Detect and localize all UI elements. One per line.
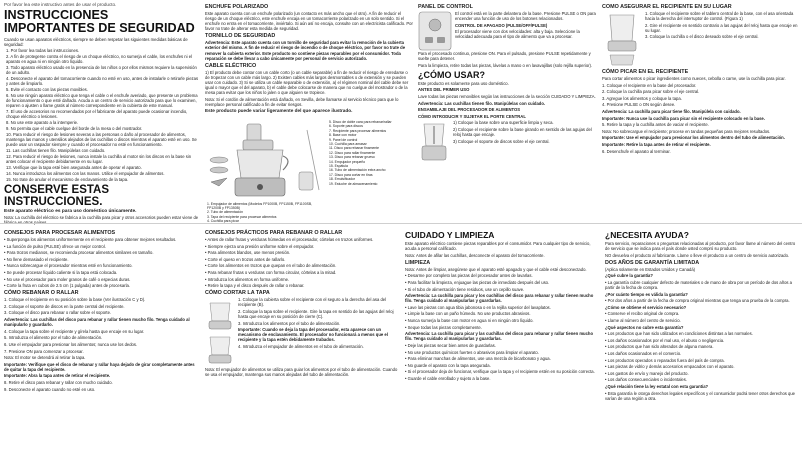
- lid-block: [205, 297, 401, 367]
- cleaning-item: • Desarme por completo las piezas del procesador antes de lavarlas.: [405, 273, 533, 279]
- conserve-title: CONSERVE ESTAS INSTRUCCIONES.: [4, 183, 110, 208]
- lid-illustration: [205, 297, 235, 367]
- warranty-question: ¿Qué aspectos no cubre esta garantía?: [605, 324, 684, 330]
- help-text: NO devuelva el producto al fabricante. Llame o lleve el producto a un centro de servicio autorizado.: [605, 252, 790, 258]
- chop-important: Importante: Nunca use la cuchilla para picar sin el recipiente colocado en la base.: [602, 115, 765, 121]
- control-panel-heading: PANEL DE CONTROL: [418, 4, 473, 10]
- blades-warning: Advertencia: Las cuchillas tienen filo. Manipúlelas con cuidado.: [418, 100, 546, 106]
- off-pulse-heading: CONTROL DE APAGADO (PULSE/OFF/PULSE): [455, 22, 548, 28]
- unplug-step: 6. Desenchufe el aparato al terminar.: [602, 148, 671, 154]
- figure-label: 1. Empujador de alimentos (Modelos FP1000B, FP1150B, FP1100SB, FP1200B y FP1350B): [207, 202, 313, 211]
- figure-label: 11. Disco para rebanar finamente: [329, 146, 380, 151]
- control-knob-part: [257, 184, 263, 190]
- tip-item: • Para trozos medianos, se recomienda procesar alimentos similares en tamaño.: [4, 250, 154, 256]
- assembly-step: 1) Coloque la base sobre una superficie limpia y seca.: [453, 120, 554, 126]
- secure-bowl-heading: COMO ASEGURAR EL RECIPIENTE EN SU LUGAR: [602, 4, 732, 10]
- warranty-question: ¿Qué cubre la garantía?: [605, 273, 653, 279]
- slice-step: 9. Desconecte el aparato cuando no esté en uso.: [4, 386, 96, 392]
- warranty-item: • Los productos que han sido alterados de alguna manera.: [605, 344, 714, 350]
- slice-step: 3. Coloque el disco para rebanar o rallar sobre el soporte.: [4, 310, 112, 316]
- list-item: 2. A fin de protegerse contra el riesgo de un choque eléctrico, no sumerja el cable, los enchufes ni el aparato en agua ni en ningún otro líquido.: [6, 54, 192, 65]
- practical-tip: • Para alimentos blandos, use menos presión.: [205, 250, 291, 256]
- cord-note: Nota: Si el cordón de alimentación está dañado, en Sevilla, debe llamarse al servicio técnico para que lo reemplace personal calificado a fin de evitar riesgos.: [205, 96, 399, 107]
- main-title: INSTRUCCIONES IMPORTANTES DE SEGURIDAD: [4, 7, 195, 35]
- cleaning-note: Para la limpieza, retire todas las piezas, lávelas a mano o en lavavajillas (solo rejilla superior).: [418, 62, 593, 68]
- pusher-important: Importante: Use el empujador para presionar los alimentos dentro del tubo de alimentación.: [602, 135, 785, 141]
- list-item: 5. Evite el contacto con las piezas movibles.: [6, 87, 88, 93]
- list-item: 4. Desconecte el aparato del tomacorriente cuando no esté en uso, antes de instalarle o retirarle piezas y antes de limpiarlo.: [6, 76, 199, 87]
- practical-tip: • Siempre ejerza una presión uniforme sobre el empujador.: [205, 243, 315, 249]
- lid-important: Importante: Cuando se deja la tapa del procesador, esta aparece con un mecanismo de enclavamiento. El procesador no funcionará a menos que el recipiente y la tapa estén debidamente trabados.: [238, 327, 388, 343]
- chop-step: 2. Coloque la cuchilla para picar sobre el eje central.: [602, 89, 700, 95]
- bottom-band: [0, 226, 802, 448]
- figure-label: 18. Emulsificador: [329, 177, 356, 182]
- chop-text: Para cortar alimentos o picar ingredientes como nueces, cebolla o carne, use la cuchilla para picar.: [602, 76, 786, 81]
- shredding-disc-part: [210, 167, 228, 173]
- tip-item: • No use el procesador para moler granos de café o especias duras.: [4, 276, 131, 282]
- bowl-handle-part: [283, 156, 288, 170]
- polarized-plug-text: Este aparato cuenta con un enchufe polarizado (un contacto es más ancho que el otro). A fin de reducir el riesgo de un choque eléctrico, este enchufe encaja en un tomacorriente polarizado en un solo sentido. Si el enchufe no entra en el tomacorriente, inviértalo. Si aún así no encaja, consulte con un electricista calificado. Por favor no trate de alterar esta medida de seguridad.: [205, 11, 413, 32]
- cleaning-item: • No guarde el aparato con la tapa asegurada.: [405, 362, 491, 368]
- warranty-item: • Los gastos de envío y manejo del producto.: [605, 370, 689, 376]
- control-panel-text: El control está en la parte delantera de la base. Presione PULSE o ON para encender una función de uso de los botones relacionados.: [455, 11, 596, 22]
- slice-step: 5. Introduzca el alimento por el tubo de alimentación.: [4, 335, 103, 341]
- care-note: Nota: Antes de afilar las cuchillas, desconecte el aparato del tomacorriente.: [405, 252, 545, 258]
- list-item: 3. Todo aparato eléctrico usado en la presencia de los niños o por ellos mismos requiere la supervisión de un adulto.: [6, 65, 197, 76]
- assembly-steps-block: [418, 120, 598, 164]
- wash-parts-text: Lave todas las piezas removibles según las instrucciones de la sección CUIDADO Y LIMPIEZA.: [418, 93, 596, 99]
- figure-label: 8. Base con motor: [329, 133, 357, 138]
- cleaning-item: • Si el procesador deja de funcionar, verifique que la tapa y el recipiente estén en su posición correcta.: [405, 369, 595, 375]
- figure-label: 4. Cuchilla para picar: [207, 218, 239, 223]
- chop-step: 1. Coloque el recipiente en la base del procesador.: [602, 82, 697, 88]
- bowl-step: 2. Gire el recipiente en sentido contrario a las agujas del reloj hasta que encaje en su lugar.: [645, 22, 798, 33]
- slice-step: 2. Coloque el soporte de discos en la parte central del recipiente.: [4, 303, 125, 309]
- practical-tip: • Introduzca los alimentos en forma uniforme.: [205, 276, 290, 282]
- list-item: 14. Nunca introduzca los alimentos con las manos. Utilice el empujador de alimentos.: [6, 170, 165, 176]
- warranty-item: • Los daños consecuenciales o incidentales.: [605, 377, 688, 383]
- practical-tip: • Antes de rallar frutas y verduras húmedas en el procesador, córtelas en trozos uniformes.: [205, 237, 374, 242]
- slice-important: Importante: Verifique que el disco de rebanar y rallar haya dejado de girar completamente antes de quitar la tapa del recipiente.: [4, 361, 195, 372]
- cleaning-warning: Advertencia: La cuchilla para picar y los cuchillas del disco para rebanar y rallar tienen mucho filo. Tenga cuidado al manipularlas y guardarlas.: [405, 293, 594, 304]
- slice-shred-heading: CÓMO REBANAR O RALLAR: [4, 290, 79, 297]
- cleaning-warning: Advertencia: La cuchilla para picar y las cuchillas del disco para rebanar y rallar tienen mucho filo. Tenga cuidado al manipularlas y guardarlas.: [405, 331, 594, 342]
- slice-step: 8. Retire el disco para rebanar y rallar con mucho cuidado.: [4, 379, 113, 385]
- chop-step: 5. Retire la tapa y la cuchilla antes de vaciar el recipiente.: [602, 122, 709, 128]
- conserve-subtitle: Este aparato eléctrico es para uso doméstico únicamente.: [4, 208, 137, 214]
- warranty-item: • Por dos años a partir de la fecha de compra original mientras que tenga una prueba de la compra.: [605, 298, 790, 304]
- bowl-step: 3. Coloque la cuchilla o el disco deseado sobre el eje central.: [645, 34, 759, 40]
- slice-step: 1. Coloque el recipiente en su posición sobre la base (Ver ilustración C y D).: [4, 297, 146, 303]
- parts-column: [205, 2, 413, 223]
- practical-tips-heading: CONSEJOS PRÁCTICOS PARA REBANAR O RALLAR: [205, 230, 343, 236]
- practical-tip: • Para rebanar frutas o verduras con forma circular, córtelas a la mitad.: [205, 269, 337, 275]
- help-text: Para servicio, reparaciones o preguntas relacionadas al producto, por favor llame al número del centro de servicio que se indica para el país donde usted compró su producto.: [605, 241, 796, 252]
- safety-intro: Cuando se usan aparatos eléctricos, siempre se deben respetar las siguientes medidas básicas de seguridad:: [4, 36, 188, 47]
- figure-label: 13. Disco para rebanar grueso: [329, 155, 375, 160]
- practical-tip: • Corte los alimentos en trozos que quepan en el tubo de alimentación.: [205, 263, 337, 269]
- slicing-disc-part: [210, 157, 228, 163]
- chop-step: 3. Agregue los alimentos y coloque la tapa.: [602, 95, 682, 101]
- cleaning-item: • Deje las piezas secar bien antes de guardarlas.: [405, 342, 496, 348]
- warranty-item: • Llame al número del centro de servicio.: [605, 318, 681, 324]
- cleaning-item: • Para eliminar manchas de alimentos, use una mezcla de bicarbonato y agua.: [405, 356, 551, 362]
- lid-step: 2. Coloque la tapa sobre el recipiente. Gire la tapa en sentido de las agujas del reloj hasta que encaje en su posición de cierre (C).: [238, 308, 394, 320]
- care-heading: CUIDADO Y LIMPIEZA: [405, 230, 495, 240]
- slice-step: 6. Use el empujador para presionar los alimentos; nunca use los dedos.: [4, 341, 138, 347]
- warranty-item: • Los productos operados o reparados fuera del país de compra.: [605, 357, 725, 363]
- chop-step: 4. Presione PULSE o ON según desee.: [602, 102, 676, 108]
- figure-label: 6. Soporte para discos: [329, 124, 363, 129]
- speed-text: El procesador viene con dos velocidades: alta y baja. Seleccione la velocidad adecuada para el tipo de alimento que va a procesar.: [455, 29, 580, 40]
- assembly-illustration: [418, 120, 450, 164]
- secure-bowl-block: [602, 11, 798, 67]
- lid-step: 1. Coloque la cubierta sobre el recipiente con el seguro a la derecha del asa del recipiente (B).: [238, 297, 387, 308]
- warranty-question: ¿Cómo se obtiene el servicio necesario?: [605, 304, 687, 310]
- warranty-item: • Esta garantía le otorga derechos legales específicos y el consumidor podrá tener otros derechos que varían de una región a otra.: [605, 390, 796, 401]
- warranty-item: • Las piezas de vidrio y demás accesorios empacados con el aparato.: [605, 364, 735, 370]
- household-use-text: Este producto es solamente para uso doméstico.: [418, 80, 509, 86]
- list-item: 6. No use ningún aparato eléctrico que tenga el cable o el enchufe averiado, que presente un problema de funcionamiento o que esté dañado. Acuda a un centro de servicio autorizado para que lo examinen, reparen o ajusten o llame gratis al número correspondiente en la cubierta de este manual.: [6, 93, 198, 109]
- before-first-use-heading: ANTES DEL PRIMER USO: [418, 87, 470, 93]
- cleaning-item: • Para facilitar la limpieza, enjuague las piezas de inmediato después del uso.: [405, 279, 550, 285]
- list-item: 8. No use este aparato a la intemperie.: [6, 120, 79, 126]
- figure-label: 17. Disco para cortar en tiras: [329, 172, 373, 177]
- list-item: 12. Para reducir el riesgo de lesiones, nunca instale la cuchilla al motor sin los discos en la base sin antes colocar el recipiente debidamente en su lugar.: [6, 153, 192, 164]
- control-panel-block: [418, 11, 598, 51]
- how-to-use-title: ¿CÓMO USAR?: [418, 69, 485, 80]
- figure-label: 10. Cuchilla para amasar: [329, 142, 367, 147]
- section-divider: [0, 223, 802, 224]
- cleaning-item: • Limpie la base con un paño húmedo. No use productos abrasivos.: [405, 311, 531, 317]
- assembly-heading: ENSAMBLAJE DEL PROCESADOR DE ALIMENTOS: [418, 107, 521, 113]
- tips-heading: CONSEJOS PARA PROCESAR ALIMENTOS: [4, 230, 116, 236]
- slice-warning: Advertencia: Las cuchillas del disco para rebanar y rallar tienen mucho filo. Tenga cuidado al manipularlo y guardarlo.: [4, 317, 190, 328]
- bowl-column: [602, 2, 798, 220]
- practical-tips-column: [205, 228, 401, 446]
- tip-item: • La función de pulso (PULSE) ofrece un mejor control.: [4, 243, 106, 249]
- warranty-item: • Los productos que han sido utilizados en condiciones distintas a las normales.: [605, 331, 753, 337]
- figure-label: 7. Recipiente para procesar alimentos: [329, 128, 387, 133]
- cleaning-item: • Lave las piezas con agua tibia jabonosa o en la rejilla superior del lavaplatos.: [405, 304, 551, 310]
- figure-label: 5. Disco de doble cara para rebanar/rallar: [329, 120, 392, 124]
- help-heading: ¿NECESITA AYUDA?: [605, 230, 689, 240]
- pusher-note: Nota: El empujador de alimentos se utiliza para guiar los alimentos por el tubo de alimentación. Cuando se usa el empujador, mantenga sus manos alejadas del tubo de alimentación.: [205, 367, 398, 378]
- list-item: 13. Verifique que la tapa esté bien asegurada antes de operar el aparato.: [6, 164, 142, 170]
- cleaning-item: • No use productos químicos fuertes o abrasivos para limpiar el aparato.: [405, 349, 539, 355]
- cleaning-item: Nota: Antes de limpiar, asegúrese que el aparato esté apagado y que el cable esté desconectado.: [405, 266, 587, 272]
- polarized-plug-heading: ENCHUFE POLARIZADO: [205, 4, 269, 10]
- care-text: Este aparato eléctrico contiene piezas reparables por el consumidor. Para cualquier tipo de servicio, acuda a personal calificado.: [405, 241, 591, 252]
- safety-screw-text: Advertencia: Este aparato cuenta con un tornillo de seguridad para evitar la remoción de la cubierta exterior del mismo. A fin de reducir el riesgo de incendio o de choque eléctrico, por favor no trate de remover la cubierta exterior. Este producto no contiene piezas reparables por el consumidor. Toda reparación se debe llevar a cabo únicamente por personal de servicio autorizado.: [205, 40, 406, 61]
- safety-column: [4, 2, 200, 226]
- figure-label: 14. Empujador pequeño: [329, 159, 366, 164]
- warranty-question: ¿Qué relación tiene la ley estatal con esta garantía?: [605, 383, 709, 389]
- tip-item: • Nunca sobrecargue el procesador mientras esté en funcionamiento.: [4, 263, 133, 269]
- cleaning-heading: LIMPIEZA: [405, 259, 431, 266]
- warranty-heading: DOS AÑOS DE GARANTÍA LIMITADA: [605, 259, 700, 266]
- lid-part: [243, 140, 273, 150]
- lid-step: 3. Introduzca los alimentos por el tubo de alimentación.: [238, 320, 341, 326]
- list-item: 9. No permita que el cable cuelgue del borde de la mesa o del mostrador.: [6, 125, 143, 131]
- tip-item: • Corte la fruta en cubos de 2.5 cm (1 pulgada) antes de procesarla.: [4, 283, 130, 289]
- practical-tip: • Corte el queso en trozos antes de rallarlo.: [205, 256, 286, 262]
- warranty-item: • Los daños ocasionados en el comercio.: [605, 351, 682, 356]
- practical-tip: • Retire la tapa y el disco después de rallar o rebanar.: [205, 283, 305, 289]
- slice-important: Importante: Abra la tapa antes de retirar el recipiente.: [4, 373, 111, 379]
- figure-label: 12. Disco para rallar finamente: [329, 150, 376, 155]
- tagline: Por favor lea este instructivo antes de usar el producto.: [4, 2, 117, 7]
- figure-label: 15. Espátula: [329, 164, 348, 169]
- safety-list: [4, 48, 200, 181]
- control-panel-column: [418, 2, 598, 220]
- tips-column: [4, 228, 200, 446]
- lid-important: Importante: Retire la tapa antes de retirar el recipiente.: [602, 141, 711, 147]
- list-item: 1. Por favor lea todas las instrucciones.: [6, 48, 80, 54]
- warranty-question: ¿Por cuánto tiempo es válida la garantía?: [605, 291, 688, 297]
- slice-step: 4. Coloque la tapa sobre el recipiente y gírela hasta que encaje en su lugar.: [4, 328, 145, 334]
- chopping-blade-part: [211, 178, 227, 186]
- help-column: [605, 228, 798, 446]
- assembly-step: 2) Coloque el recipiente sobre la base girando en sentido de las agujas del reloj hasta que encaje.: [453, 126, 592, 138]
- storage-case-part: [299, 172, 313, 190]
- warranty-item: • Los daños ocasionados por el mal uso, el abuso o negligencia.: [605, 337, 725, 343]
- tip-item: • Superponga los alimentos uniformemente en el recipiente para obtener mejores resultados.: [4, 237, 177, 242]
- note-text: Nota: La cuchilla del eléctrico se fabrica a la cuchilla para picar y otros accesorios pueden estar viene de fábrica en otros países.: [4, 215, 199, 226]
- illustration-caption: Este producto puede variar ligeramente del que aparece ilustrado.: [205, 108, 353, 114]
- control-panel-illustration: [418, 11, 452, 51]
- chop-heading: CÓMO PICAR EN EL RECIPIENTE: [602, 69, 689, 75]
- figure-left-labels: [207, 202, 323, 223]
- food-processor-illustration: [207, 120, 325, 200]
- list-item: 15. No trate de anular el mecanismo de enclavamiento de la tapa.: [6, 176, 129, 182]
- chop-note: Nota: No sobrecargue el recipiente; procese en tandas pequeñas para mejores resultados.: [602, 128, 771, 134]
- continuous-text: Para el procesado continuo, presione ON. Para el pulsado, presione PULSE repetidamente y suelte para detener.: [418, 51, 591, 62]
- warranty-item: • La garantía cubre cualquier defecto de materiales o de mano de obra por un período de dos años a partir de la fecha de compra.: [605, 279, 793, 291]
- chop-warning: Advertencia: La cuchilla para picar tiene filo. Manipúlela con cuidado.: [602, 108, 741, 114]
- cord-heading: CABLE ELÉCTRICO: [205, 62, 257, 69]
- figure-label: 9. Panel de control: [329, 137, 358, 142]
- figure-label: 2. Tubo de alimentación: [207, 210, 244, 215]
- slice-note: Nota: El motor se detendrá al retirar la tapa.: [4, 355, 86, 361]
- tip-item: • Se puede procesar líquido caliente si la tapa está colocada.: [4, 269, 118, 275]
- warranty-item: • Conserve el recibo original de compra.: [605, 311, 680, 317]
- lid-step: 4. Introduzca el empujador de alimentos en el tubo de alimentación.: [238, 344, 364, 349]
- slice-step: 7. Presione ON para comenzar a procesar.: [4, 348, 84, 354]
- cleaning-item: • Si el tubo de alimentación tiene residuos, use un cepillo suave.: [405, 286, 525, 292]
- cleaning-item: • Guarde el cable enrollado y sujeto a la base.: [405, 375, 491, 381]
- list-item: 10. Para reducir el riesgo de lesiones severas a las personas o daño al procesador de alimentos, mantenga las manos y utensilios alejados de las cuchillas o discos mientras el aparato esté en uso. Se puede usar un raspador siempre y cuando el procesador no esté en funcionamiento.: [6, 131, 197, 148]
- figure-right-labels: [329, 120, 413, 186]
- cleaning-item: • Nunca sumerja la base con motor en agua ni en ningún otro líquido.: [405, 318, 534, 324]
- care-column: [405, 228, 601, 446]
- center-post-heading: CÓMO INTRODUCIR Y SUJETAR EL PORTE CENTRAL: [418, 113, 526, 119]
- safety-screw-heading: TORNILLO DE SEGURIDAD: [205, 33, 276, 40]
- warranty-scope: (Aplica solamente en Estados Unidos y Canadá): [605, 266, 696, 272]
- assembly-step: 3) Coloque el soporte de discos sobre el eje central.: [453, 138, 550, 144]
- lid-heading: CÓMO CORTAR LA TAPA: [205, 290, 270, 297]
- tip-item: • No llene demasiado el recipiente.: [4, 256, 69, 262]
- cord-text: 1) El producto debe contar con un cable corto (o un cable separable) a fin de reducir el riesgo de enredarse o de tropezar con un cable más largo. 2) Existen cables más largos desmontables o de extensión y se pueden usar con cuidado. 3) Si se utiliza un cable separable o de extensión, a) el régimen nominal del cable debe ser igual o mayor que el del aparato, b) el cable debe colocarse de manera que no cuelgue del mostrador o de la mesa para evitar que los niños lo jalen o que alguien se tropiece.: [205, 69, 409, 96]
- bowl-illustration: [602, 11, 642, 67]
- list-item: 7. El uso de accesorios no recomendados por el fabricante del aparato puede ocasionar incendio, choque eléctrico o lesiones.: [6, 109, 188, 120]
- figure-label: 16. Tubo de alimentación extra ancho: [329, 168, 386, 173]
- bowl-part: [237, 150, 283, 178]
- cleaning-item: • Seque todas las piezas completamente.: [405, 324, 482, 330]
- figure-label: 19. Estuche de almacenamiento: [329, 181, 378, 186]
- list-item: 11. Las cuchillas tienen filo. Manipúlelas con cuidado.: [6, 147, 106, 153]
- bowl-step: 1. Coloque el recipiente sobre el tablero central de la base, con el asa orientada hacia la derecha del interruptor de control. (Figura 1): [645, 11, 794, 22]
- figure-label: 3. Tapa del recipiente para procesar alimentos: [207, 214, 277, 219]
